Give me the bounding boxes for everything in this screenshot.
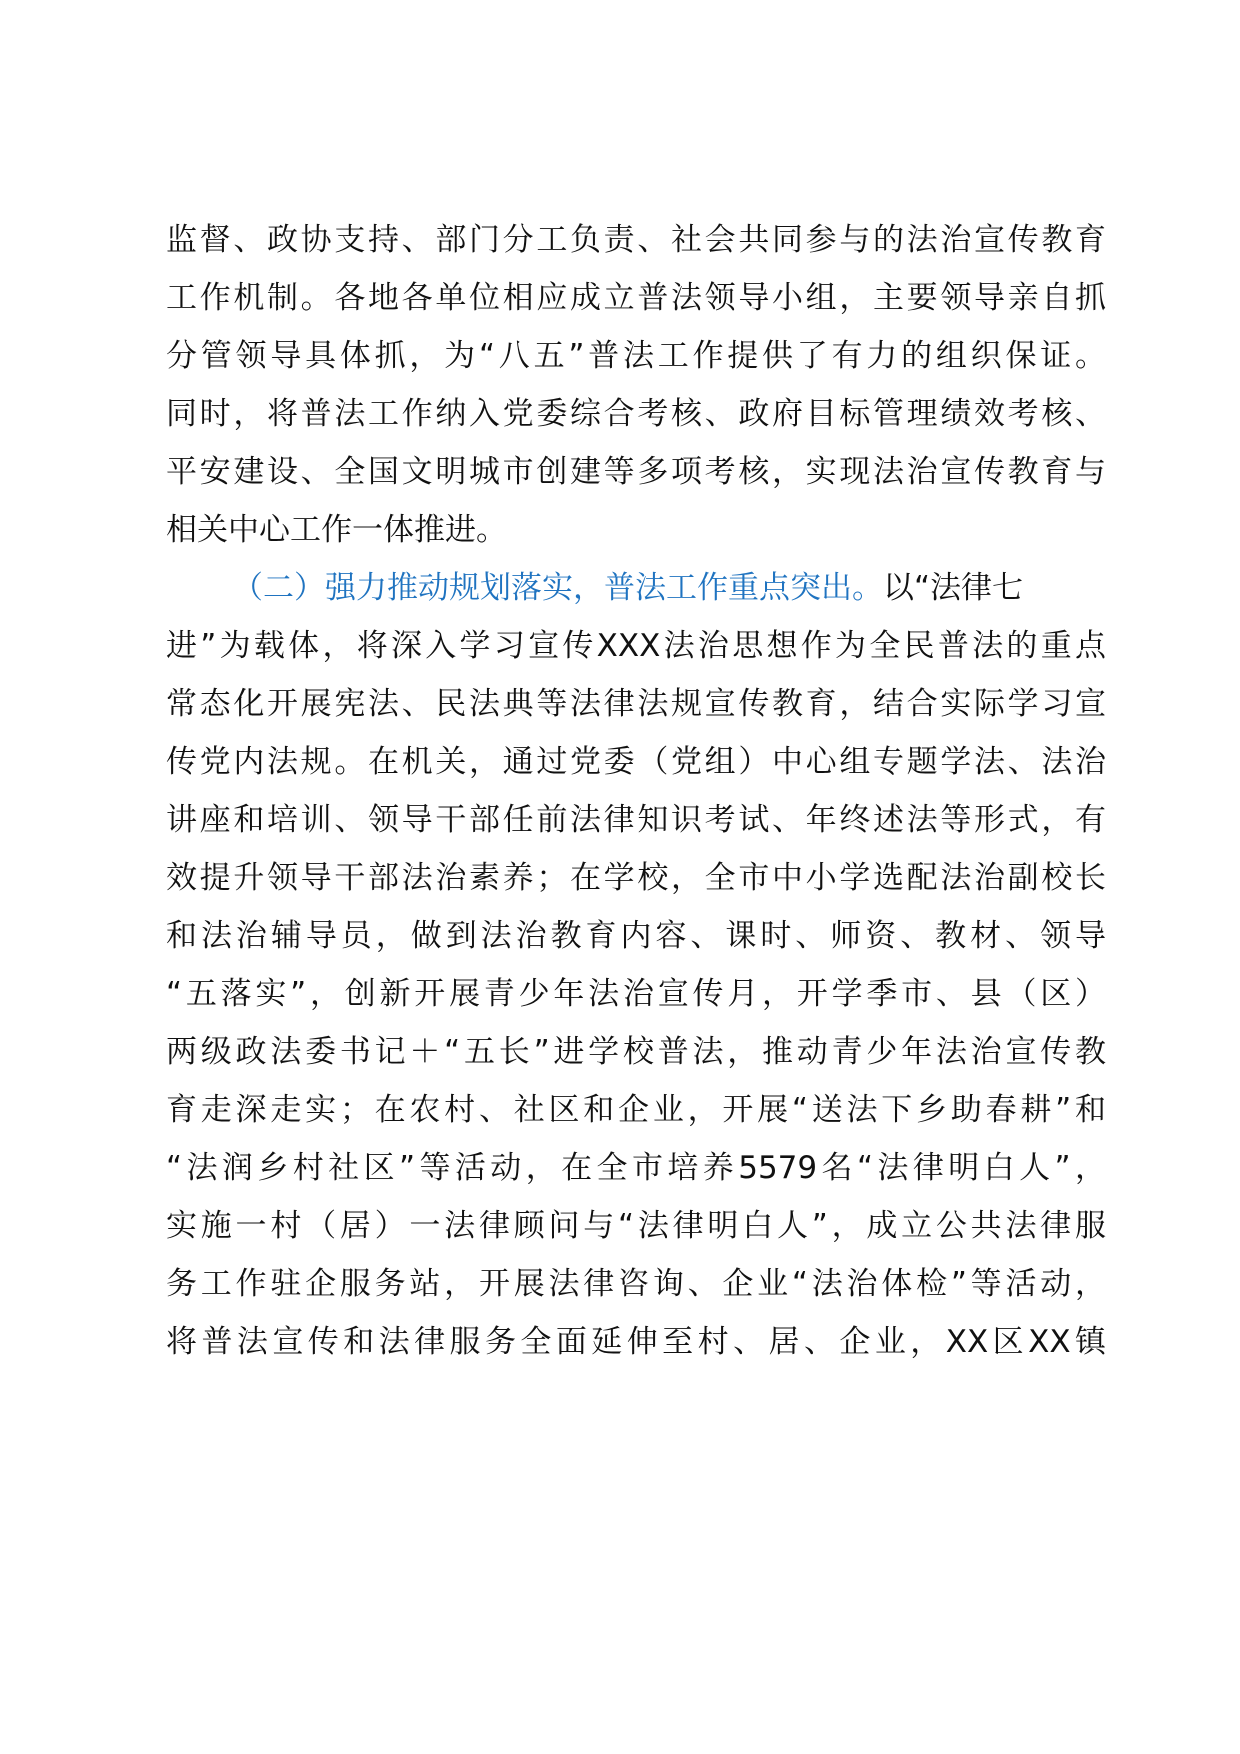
paragraph-line: 将普法宣传和法律服务全面延伸至村、居、企业，XX区XX镇 bbox=[166, 1324, 1106, 1360]
section-heading: （二）强力推动规划落实，普法工作重点突出。 bbox=[232, 570, 883, 606]
paragraph-line: “五落实”，创新开展青少年法治宣传月，开学季市、县（区） bbox=[166, 976, 1106, 1012]
section-heading-line bbox=[232, 558, 1106, 618]
paragraph-line: 传党内法规。在机关，通过党委（党组）中心组专题学法、法治 bbox=[166, 744, 1106, 780]
paragraph-line: 监督、政协支持、部门分工负责、社会共同参与的法治宣传教育 bbox=[166, 222, 1106, 258]
paragraph-line: 相关中心工作一体推进。 bbox=[166, 512, 507, 548]
paragraph-line: 常态化开展宪法、民法典等法律法规宣传教育，结合实际学习宣 bbox=[166, 686, 1106, 722]
paragraph-line: 平安建设、全国文明城市创建等多项考核，实现法治宣传教育与 bbox=[166, 454, 1106, 490]
paragraph-line: 工作机制。各地各单位相应成立普法领导小组，主要领导亲自抓 bbox=[166, 280, 1106, 316]
paragraph-line: 讲座和培训、领导干部任前法律知识考试、年终述法等形式，有 bbox=[166, 802, 1106, 838]
paragraph-line: 务工作驻企服务站，开展法律咨询、企业“法治体检”等活动， bbox=[166, 1266, 1106, 1302]
paragraph-line: 两级政法委书记＋“五长”进学校普法，推动青少年法治宣传教 bbox=[166, 1034, 1106, 1070]
paragraph-line: 进”为载体，将深入学习宣传XXX法治思想作为全民普法的重点 bbox=[166, 628, 1106, 664]
paragraph-line: “法润乡村社区”等活动，在全市培养5579名“法律明白人”， bbox=[166, 1150, 1106, 1186]
paragraph-line: 和法治辅导员，做到法治教育内容、课时、师资、教材、领导 bbox=[166, 918, 1106, 954]
paragraph-line: 育走深走实；在农村、社区和企业，开展“送法下乡助春耕”和 bbox=[166, 1092, 1106, 1128]
paragraph-line: 分管领导具体抓，为“八五”普法工作提供了有力的组织保证。 bbox=[166, 338, 1106, 374]
paragraph-line: 效提升领导干部法治素养；在学校，全市中小学选配法治副校长 bbox=[166, 860, 1106, 896]
paragraph-line: 同时，将普法工作纳入党委综合考核、政府目标管理绩效考核、 bbox=[166, 396, 1106, 432]
section-body-start: 以“法律七 bbox=[883, 570, 1024, 606]
paragraph-line: 实施一村（居）一法律顾问与“法律明白人”，成立公共法律服 bbox=[166, 1208, 1106, 1244]
